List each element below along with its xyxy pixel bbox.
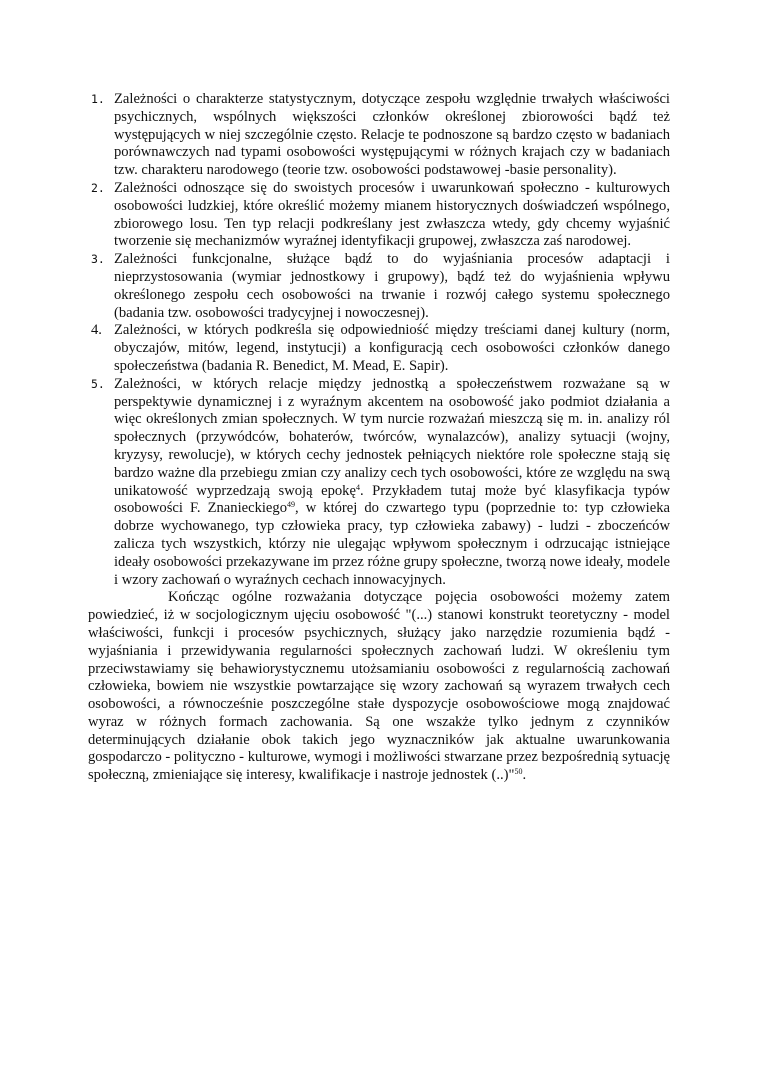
footnote-ref[interactable]: 49 (287, 500, 296, 510)
conclusion-paragraph (88, 589, 670, 785)
list-number: 2. (91, 180, 105, 195)
list-item-text: , w której do czwartego typu (poprzednie to: typ człowieka dobrze wychowanego, typ człowieka pracy, typ człowieka zabawy) - ludzi - zboczeńców zalicza tych wszystkich, którzy nie ulegając wpływom społecznym i odrzucając istniejące ideały osobowości przekazywane im przez różne grupy społeczne, tworzą nowe ideały, modele i wzory zachowań o wyraźnych cechach innowacyjnych. (114, 500, 670, 588)
paragraph-end: . (522, 767, 527, 784)
list-item (88, 376, 670, 590)
list-item-text: . Przykładem tutaj może być klasyfikacja typów osobowości F. Znanieckiego (114, 482, 670, 517)
paragraph-text: Kończąc ogólne rozważania dotyczące pojęcia osobowości możemy zatem powiedzieć, iż w socjologicznym ujęciu osobowość "(...) stanowi konstrukt teoretyczny - model właściwości, funkcji i procesów psychicznych, służący jako narzędzie rozumienia bądź -wyjaśniania i przewidywania regularności społecznych zachowań ludzi. W określeniu tym przeciwstawiamy się behawiorystycznemu utożsamianiu osobowości z regularnością zachowań człowieka, bowiem nie wszystkie powtarzające się wzory zachowań są wyrazem trwałych cech osobowości, a równocześnie poszczególne stałe dyspozycje osobowościowe mogą znajdować wyraz w różnych formach zachowania. Są one wszakże tylko jednym z czynników determinujących działanie obok takich jego wyznaczników jak aktualne uwarunkowania gospodarczo - polityczno - kulturowe, wymogi i możliwości stwarzane przez bezpośrednią sytuację społeczną, zmieniające się interesy, kwalifikacje i nastroje jednostek (..)" (88, 589, 670, 784)
list-number: 5. (91, 376, 105, 391)
footnote-ref[interactable]: 4 (355, 482, 360, 492)
list-item (88, 251, 670, 322)
list-number: 3. (91, 252, 105, 267)
list-item-text: Zależności, w których relacje między jednostką a społeczeństwem rozważane są w perspektywie dynamicznej i z wyraźnym akcentem na osobowość jako podmiot działania a więc określonych zmian społecznych. W tym nurcie rozważań mieszczą się m. in. analizy ról społecznych (przywódców, bohaterów, twórców, wynalazców), analizy sytuacji (wojny, kryzysy, rewolucje), w których cechy jednostek pełniących niektóre role społeczne stają się bardzo ważne dla przebiegu zmian czy analizy cech tych osobowości, które ze względu na swą unikatowość wyprzedzają swoją epokę (114, 375, 670, 499)
list-item (88, 91, 670, 180)
numbered-list (88, 91, 670, 589)
list-item-text: Zależności o charakterze statystycznym, dotyczące zespołu względnie trwałych właściwości psychicznych, wspólnych większości członków określonej zbiorowości bądź też występujących w niej szczególnie często. Relacje te podnoszone są bardzo często w badaniach porównawczych nad typami osobowości występującymi w różnych krajach czy w badaniach tzw. charakteru narodowego (teorie tzw. osobowości podstawowej -basie personality). (114, 91, 670, 179)
list-item-text: Zależności odnoszące się do swoistych procesów i uwarunkowań społeczno - kulturowych osobowości ludzkiej, które określić możemy mianem historycznych doświadczeń wspólnego, zbiorowego losu. Ten typ relacji podkreślany jest zwłaszcza wtedy, gdy chcemy wyjaśnić tworzenie się mechanizmów wyraźnej identyfikacji grupowej, zwłaszcza zaś narodowej. (114, 179, 670, 250)
list-item-text: Zależności funkcjonalne, służące bądź to do wyjaśniania procesów adaptacji i nieprzystosowania (wymiar jednostkowy i grupowy), bądź też do wyjaśnienia wpływu określonego zespołu cech osobowości na trwanie i rozwój całego systemu społecznego (badania tzw. osobowości tradycyjnej i nowoczesnej). (114, 251, 670, 321)
list-item-text: Zależności, w których podkreśla się odpowiedniość między treściami danej kultury (norm, obyczajów, mitów, legend, instytucji) a konfiguracją cech osobowości członków danego społeczeństwa (badania R. Benedict, M. Mead, E. Sapir). (114, 322, 670, 374)
footnote-ref[interactable]: 50 (514, 767, 523, 777)
list-number: 1. (91, 92, 105, 106)
document-page (88, 91, 670, 785)
list-number: 4. (91, 322, 102, 339)
list-item (88, 180, 670, 251)
list-item (88, 322, 670, 375)
